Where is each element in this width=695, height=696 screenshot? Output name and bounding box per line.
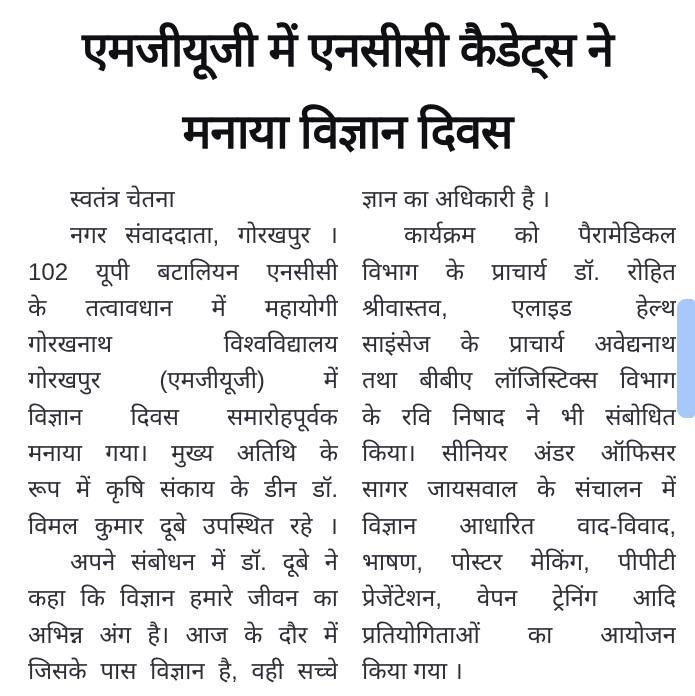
article-line: 102 यूपी बटालियन एनसीसी bbox=[28, 258, 338, 286]
article-line: स्वतंत्र चेतना bbox=[70, 186, 175, 213]
article-line: अभिन्न अंग है। आज के दौर में bbox=[28, 621, 338, 649]
article-line: प्रेजेंटेशन, वेपन ट्रेनिंग आदि bbox=[362, 585, 676, 613]
headline-line-1: एमजीयूजी में एनसीसी कैडेट्स ने bbox=[81, 24, 613, 77]
article-line: श्रीवास्तव, एलाइड हेल्थ bbox=[362, 294, 676, 322]
article-line: विमल कुमार दूबे उपस्थित रहे । bbox=[28, 512, 338, 540]
article-body bbox=[28, 182, 676, 690]
column-right bbox=[362, 182, 676, 690]
article-line: गोरखनाथ विश्वविद्यालय bbox=[28, 331, 338, 359]
article-line: गोरखपुर (एमजीयूजी) में bbox=[28, 367, 338, 395]
article-line: अपने संबोधन में डॉ. दूबे ने bbox=[70, 548, 338, 576]
headline bbox=[0, 10, 695, 174]
article-line: साइंसेज के प्राचार्य अवेद्यनाथ bbox=[362, 331, 676, 359]
article-line: कहा कि विज्ञान हमारे जीवन का bbox=[28, 585, 338, 613]
article-line: किया गया । bbox=[362, 657, 463, 685]
article-line: भाषण, पोस्टर मेकिंग, पीपीटी bbox=[362, 548, 676, 576]
article-line: प्रतियोगिताओं का आयोजन bbox=[362, 621, 676, 649]
headline-line-2: मनाया विज्ञान दिवस bbox=[182, 106, 513, 159]
article-line: विज्ञान आधारित वाद-विवाद, bbox=[362, 512, 676, 540]
article-line: ज्ञान का अधिकारी है । bbox=[362, 186, 551, 213]
article-line: तथा बीबीए लॉजिस्टिक्स विभाग bbox=[362, 367, 676, 395]
article-line: के रवि निषाद ने भी संबोधित bbox=[362, 403, 676, 431]
article-line: मनाया गया। मुख्य अतिथि के bbox=[28, 440, 338, 468]
article-line: विभाग के प्राचार्य डॉ. रोहित bbox=[362, 258, 676, 286]
article-line: सागर जायसवाल के संचालन में bbox=[362, 476, 676, 504]
article-line: रूप में कृषि संकाय के डीन डॉ. bbox=[28, 476, 338, 504]
article-line: के तत्वावधान में महायोगी bbox=[28, 294, 338, 322]
article-line: विज्ञान दिवस समारोहपूर्वक bbox=[28, 403, 338, 431]
article-line: जिसके पास विज्ञान है, वही सच्चे bbox=[28, 657, 338, 685]
scrollbar-thumb[interactable] bbox=[677, 299, 695, 418]
column-left bbox=[28, 182, 338, 690]
article-line: नगर संवाददाता, गोरखपुर । bbox=[70, 222, 338, 250]
article-line: किया। सीनियर अंडर ऑफिसर bbox=[362, 440, 676, 468]
article-line: कार्यक्रम को पैरामेडिकल bbox=[404, 222, 676, 250]
